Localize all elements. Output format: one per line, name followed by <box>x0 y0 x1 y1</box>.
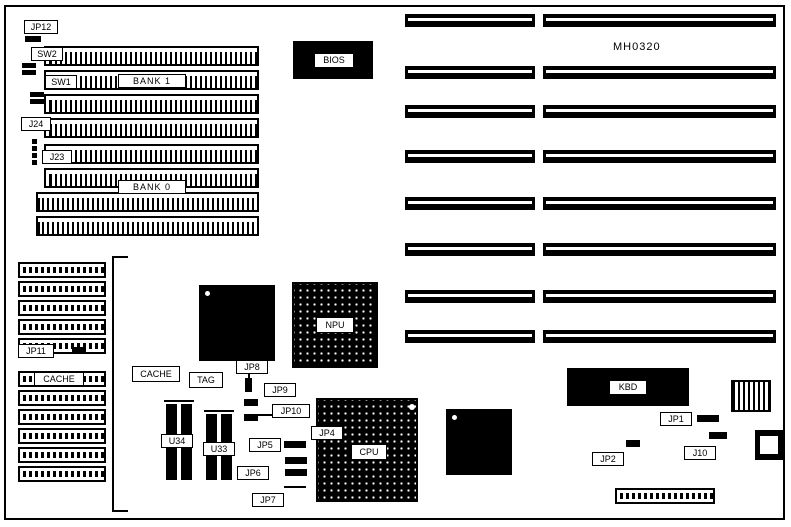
jp10-pins <box>244 414 258 421</box>
expansion-slot <box>543 330 776 343</box>
sw1-label: SW1 <box>45 75 77 89</box>
cache-sram-row <box>18 281 106 297</box>
sw1-switch <box>30 92 44 97</box>
jp2-label: JP2 <box>592 452 624 466</box>
cpu-label: CPU <box>351 444 387 460</box>
jp1-pins <box>697 415 719 422</box>
cache-sram-row <box>18 447 106 463</box>
j23-label: J23 <box>42 150 72 164</box>
npu-label: NPU <box>316 317 354 333</box>
jp6-pins <box>285 469 307 476</box>
jp11-label: JP11 <box>18 344 54 358</box>
u34-bracket <box>164 400 194 402</box>
jp8-leader <box>248 374 250 379</box>
simm-socket-bank0 <box>44 144 259 164</box>
simm-socket-bank1 <box>44 118 259 138</box>
chipset-qfp <box>199 285 275 361</box>
expansion-slot <box>405 330 535 343</box>
j24-pins <box>32 153 37 158</box>
expansion-slot <box>405 150 535 163</box>
expansion-slot <box>543 105 776 118</box>
jp12-label: JP12 <box>24 20 58 34</box>
cpu-pin1-marker <box>409 404 415 410</box>
cache-sram-row <box>18 390 106 406</box>
cache-chip-label: CACHE <box>34 372 84 386</box>
front-panel-header <box>615 488 715 504</box>
bank1-label: BANK 1 <box>118 74 186 88</box>
jp10-label: JP10 <box>272 404 310 418</box>
jp2-pins <box>626 440 640 447</box>
jp9-pins <box>244 399 258 406</box>
jp4-label: JP4 <box>311 426 343 440</box>
j24-pins <box>32 160 37 165</box>
jp7-leader <box>284 486 306 488</box>
jp8-label: JP8 <box>236 360 268 374</box>
board-title: MH0320 <box>613 41 661 53</box>
pin1-marker <box>205 291 210 296</box>
j10-pins <box>709 432 727 439</box>
bank0-label: BANK 0 <box>118 180 186 194</box>
sw2-label: SW2 <box>31 47 63 61</box>
jp1-label: JP1 <box>660 412 692 426</box>
simm-socket-bank1 <box>44 94 259 114</box>
u34-label: U34 <box>161 434 193 448</box>
sw2-switch <box>22 63 36 68</box>
j24-label: J24 <box>21 117 51 131</box>
jp8-pins <box>245 378 252 392</box>
tag-jumper-label: TAG <box>189 372 223 388</box>
expansion-slot <box>405 197 535 210</box>
jp11-pins <box>72 347 86 354</box>
simm-socket-bank0 <box>36 216 259 236</box>
j24-pins <box>32 146 37 151</box>
bios-label: BIOS <box>314 53 354 68</box>
cache-sram-row <box>18 409 106 425</box>
jp4-pins <box>285 457 307 464</box>
jp6-label: JP6 <box>237 466 269 480</box>
io-controller-qfp <box>446 409 512 475</box>
expansion-slot <box>543 66 776 79</box>
cache-sram-row <box>18 466 106 482</box>
expansion-slot <box>405 105 535 118</box>
jp5-pins <box>284 441 306 448</box>
expansion-slot <box>405 290 535 303</box>
jp5-label: JP5 <box>249 438 281 452</box>
sw1-switch <box>30 99 44 104</box>
jp9-label: JP9 <box>264 383 296 397</box>
expansion-slot <box>405 243 535 256</box>
cache-sram-row <box>18 319 106 335</box>
u33-label: U33 <box>203 442 235 456</box>
expansion-slot <box>543 197 776 210</box>
j10-label: J10 <box>684 446 716 460</box>
expansion-slot <box>405 14 535 27</box>
j24-pins <box>32 139 37 144</box>
kbd-label: KBD <box>609 380 647 395</box>
sw2-switch <box>22 70 36 75</box>
expansion-slot <box>543 243 776 256</box>
simm-socket-bank0 <box>36 192 259 212</box>
cache-sram-row <box>18 428 106 444</box>
cache-jumper-label: CACHE <box>132 366 180 382</box>
u33-bracket <box>204 410 234 412</box>
jp7-label: JP7 <box>252 493 284 507</box>
pin1-marker <box>452 415 457 420</box>
jp10-leader <box>258 414 272 416</box>
cache-sram-row <box>18 262 106 278</box>
jp12-pins <box>25 36 41 42</box>
cache-group-bracket <box>112 256 128 512</box>
power-connector-pad <box>731 380 771 412</box>
expansion-slot <box>543 290 776 303</box>
cache-sram-row <box>18 300 106 316</box>
expansion-slot <box>405 66 535 79</box>
expansion-slot <box>543 14 776 27</box>
expansion-slot <box>543 150 776 163</box>
edge-connector-slot <box>760 436 778 454</box>
simm-socket-bank1 <box>44 46 259 66</box>
